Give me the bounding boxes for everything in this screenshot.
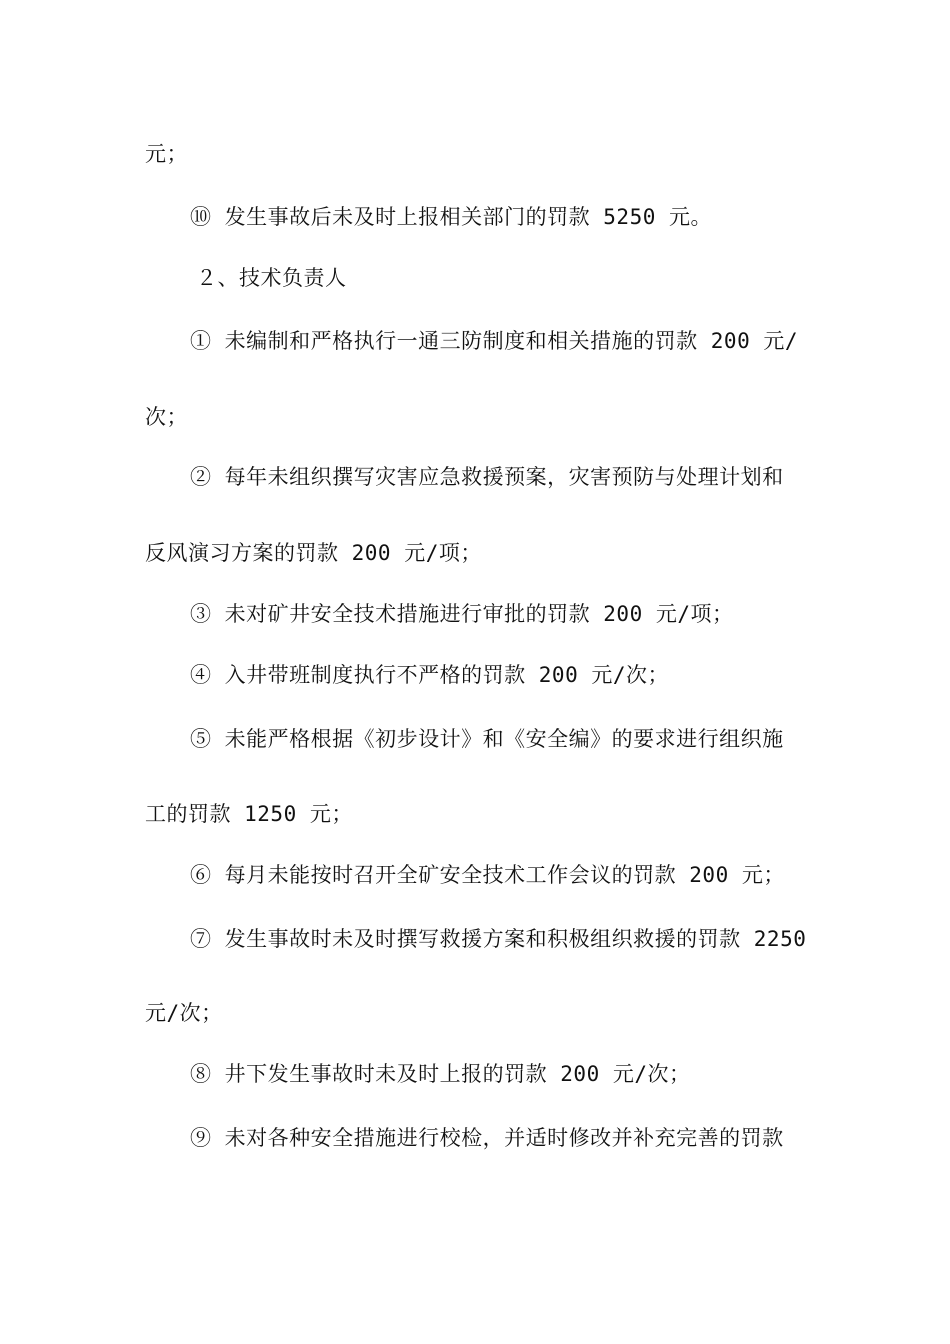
text-line-item-2: ② 每年未组织撰写灾害应急救援预案，灾害预防与处理计划和	[190, 465, 784, 489]
text-line-item-4: ④ 入井带班制度执行不严格的罚款 200 元/次；	[190, 663, 669, 687]
text-line-item-6: ⑥ 每月未能按时召开全矿安全技术工作会议的罚款 200 元；	[190, 863, 785, 887]
text-line-item-10: ⑩ 发生事故后未及时上报相关部门的罚款 5250 元。	[190, 205, 712, 229]
text-line-item-5-cont: 工的罚款 1250 元；	[145, 802, 353, 826]
section-heading-technical-lead: ２、技术负责人	[196, 266, 347, 290]
text-line-item-9: ⑨ 未对各种安全措施进行校检，并适时修改并补充完善的罚款	[190, 1126, 784, 1150]
text-line-item-2-cont: 反风演习方案的罚款 200 元/项；	[145, 541, 482, 565]
text-line-item-7: ⑦ 发生事故时未及时撰写救援方案和积极组织救援的罚款 2250	[190, 927, 807, 951]
text-line-item-1: ① 未编制和严格执行一通三防制度和相关措施的罚款 200 元/	[190, 329, 798, 353]
text-line-item-8: ⑧ 井下发生事故时未及时上报的罚款 200 元/次；	[190, 1062, 691, 1086]
text-line-item-3: ③ 未对矿井安全技术措施进行审批的罚款 200 元/项；	[190, 602, 734, 626]
text-line-continuation: 元；	[145, 142, 188, 166]
text-line-item-1-cont: 次；	[145, 405, 188, 429]
text-line-item-7-cont: 元/次；	[145, 1001, 223, 1025]
text-line-item-5: ⑤ 未能严格根据《初步设计》和《安全编》的要求进行组织施	[190, 727, 784, 751]
